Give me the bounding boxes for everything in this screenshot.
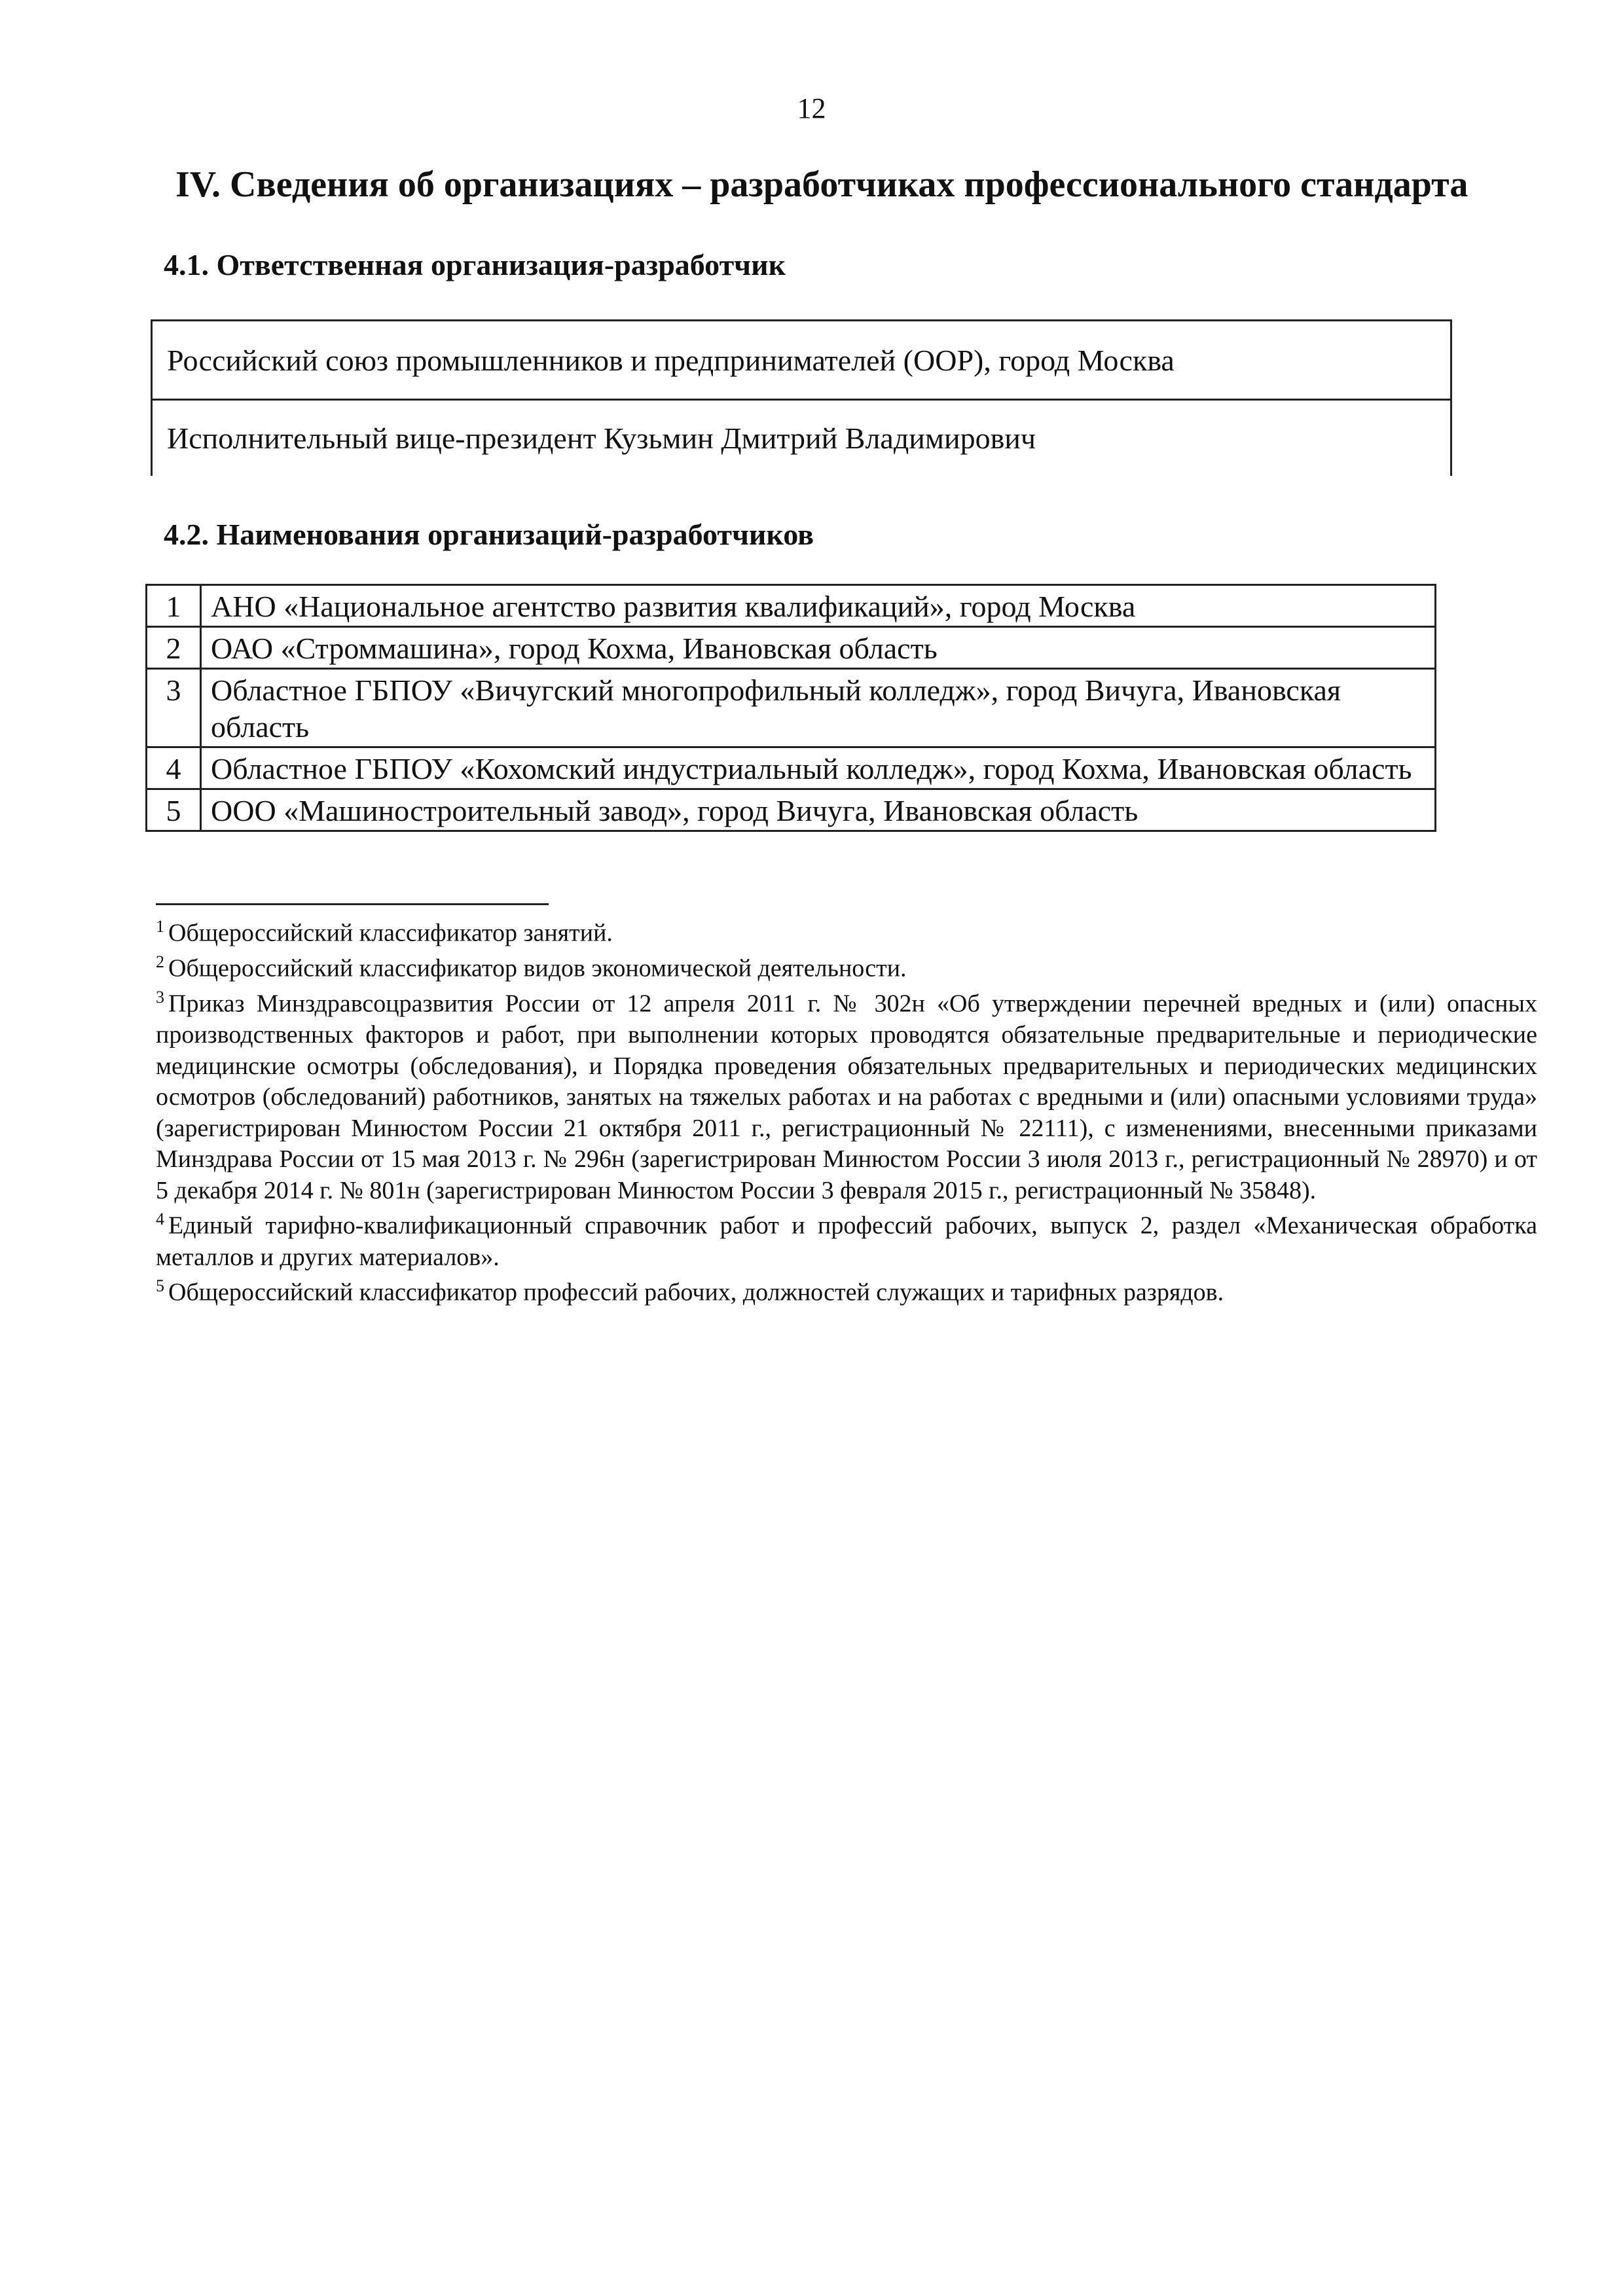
footnote-mark: 4 (156, 1210, 164, 1229)
org-name: Областное ГБПОУ «Вичугский многопрофильный колледж», город Вичуга, Ивановская область (201, 669, 1436, 747)
developer-orgs-heading: 4.2. Наименования организаций-разработчиков (164, 518, 814, 551)
footnote (156, 952, 1537, 984)
table-row (147, 747, 1436, 789)
footnote-mark: 1 (156, 917, 164, 936)
footnote (156, 1276, 1537, 1308)
footnote-text: Единый тарифно-квалификационный справочник работ и профессий рабочих, выпуск 2, раздел «Механическая обработка металлов и других материалов». (156, 1212, 1537, 1271)
footnote-mark: 5 (156, 1276, 164, 1296)
footnote-text: Общероссийский классификатор профессий рабочих, должностей служащих и тарифных разрядов. (168, 1278, 1224, 1306)
footnote-mark: 2 (156, 952, 164, 972)
org-name: Областное ГБПОУ «Кохомский индустриальный колледж», город Кохма, Ивановская область (201, 747, 1436, 789)
row-number: 3 (147, 669, 201, 747)
responsible-org-table (151, 319, 1452, 476)
footnote-text: Общероссийский классификатор занятий. (168, 919, 613, 947)
footnote-text: Общероссийский классификатор видов экономической деятельности. (168, 954, 907, 982)
footnotes (156, 916, 1537, 1311)
footnote (156, 987, 1537, 1206)
footnote-text: Приказ Минздравсоцразвития России от 12 апреля 2011 г. № 302н «Об утверждении перечней вредных и (или) опасных производственных факторов и работ, при выполнении которых проводятся обязательные предварительные и периодические медицинские осмотры (обследования), и Порядка проведения обязательных предварительных и периодических медицинских осмотров (обследований) работников, занятых на тяжелых работах и на работах с вредными и (или) опасными условиями труда» (зарегистрирован Минюстом России 21 октября 2011 г., регистрационный № 22111), с изменениями, внесенными приказами Минздрава России от 15 мая 2013 г. № 296н (зарегистрирован Минюстом России 3 июля 2013 г., регистрационный № 28970) и от 5 декабря 2014 г. № 801н (зарегистрирован Минюстом России 3 февраля 2015 г., регистрационный № 35848). (156, 990, 1537, 1204)
row-number: 2 (147, 627, 201, 669)
responsible-org-name: Российский союз промышленников и предпринимателей (ООР), город Москва (167, 343, 1175, 377)
footnote-divider (156, 903, 549, 905)
developer-orgs-table (145, 584, 1436, 832)
org-name: АНО «Национальное агентство развития квалификаций», город Москва (201, 585, 1436, 627)
table-row (147, 669, 1436, 747)
footnote (156, 1209, 1537, 1273)
org-name: ООО «Машиностроительный завод», город Вичуга, Ивановская область (201, 789, 1436, 831)
org-name: ОАО «Строммашина», город Кохма, Ивановская область (201, 627, 1436, 669)
footnote (156, 916, 1537, 949)
responsible-org-heading: 4.1. Ответственная организация-разработчик (164, 248, 786, 281)
page-number: 12 (797, 92, 826, 124)
table-row (147, 789, 1436, 831)
responsible-org-representative: Исполнительный вице-президент Кузьмин Дмитрий Владимирович (153, 399, 1450, 476)
row-number: 4 (147, 747, 201, 789)
table-row (147, 585, 1436, 627)
row-number: 1 (147, 585, 201, 627)
row-number: 5 (147, 789, 201, 831)
table-row (147, 627, 1436, 669)
section-title: IV. Сведения об организациях – разработчиках профессионального стандарта (175, 164, 1468, 205)
footnote-mark: 3 (156, 988, 164, 1007)
